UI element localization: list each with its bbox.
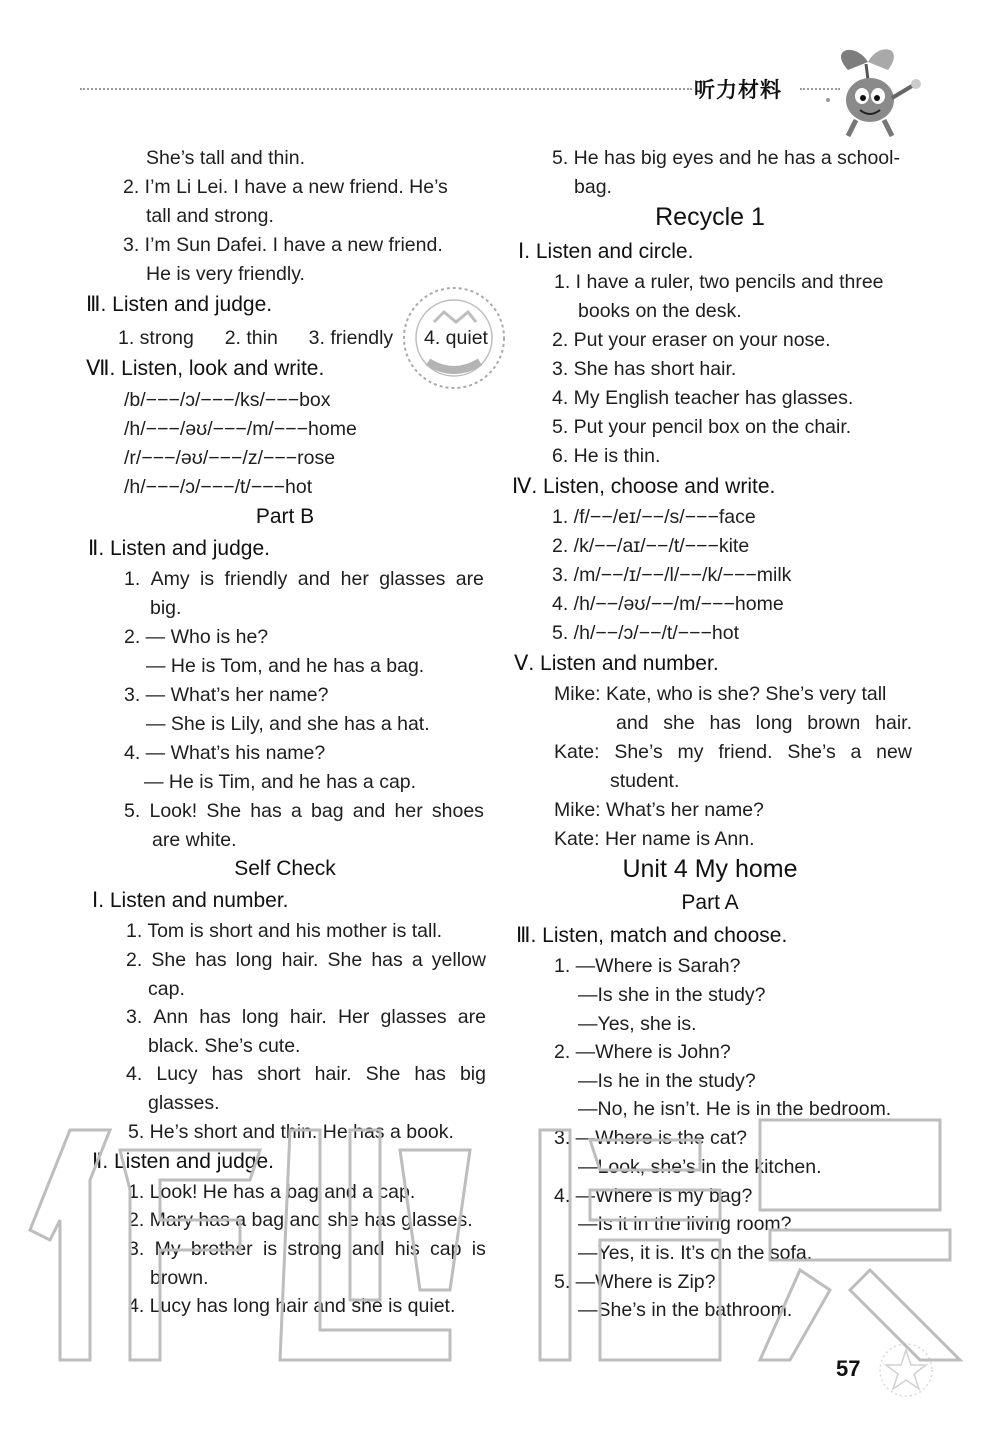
word: has — [199, 1006, 231, 1028]
text-line: 5. —Where is Zip? — [554, 1271, 716, 1293]
word: strong — [287, 1238, 342, 1260]
justified-line — [616, 711, 912, 735]
word: new — [876, 741, 912, 763]
text-line: student. — [610, 770, 680, 792]
text-line: 2. — Who is he? — [124, 626, 269, 648]
text-line: 5. He has big eyes and he has a school- — [552, 147, 900, 169]
text-line: —Look, she’s in the kitchen. — [578, 1156, 822, 1178]
justified-line — [126, 948, 486, 972]
text-line: 2. Mary has a bag and she has glasses. — [128, 1209, 473, 1231]
word: bag — [311, 800, 344, 822]
text-line: 3. — What’s her name? — [124, 684, 329, 706]
section-heading: Ⅶ. Listen, look and write. — [86, 357, 325, 380]
word: has — [211, 1063, 244, 1085]
text-line: 1. Look! He has a bag and a cap. — [128, 1181, 416, 1203]
phonics-line: /r/−−−/əʊ/−−−/z/−−−rose — [124, 447, 336, 469]
text-line: brown. — [150, 1267, 209, 1289]
text-line: Mike: Kate, who is she? She’s very tall — [554, 683, 887, 705]
word: 4. — [126, 1063, 143, 1085]
justified-line — [128, 1237, 486, 1261]
phonics-line: 2. /k/−−/aɪ/−−/t/−−−kite — [552, 535, 750, 557]
text-line: glasses. — [148, 1092, 220, 1114]
word: has — [195, 949, 227, 971]
phonics-line: 3. /m/−−/ɪ/−−/l/−−/k/−−−milk — [552, 564, 792, 586]
star-decoration-icon — [876, 1340, 936, 1400]
part-heading: Self Check — [234, 857, 336, 880]
section-heading: Ⅲ. Listen, match and choose. — [516, 924, 788, 947]
text-line: — He is Tom, and he has a bag. — [146, 655, 425, 677]
word: Kate: — [554, 741, 600, 763]
text-line: 4. — What’s his name? — [124, 742, 326, 764]
word: yellow — [431, 949, 486, 971]
part-heading: Part B — [255, 505, 315, 528]
word: and — [351, 1238, 385, 1260]
text-line: —Is she in the study? — [578, 984, 766, 1006]
section-heading: Ⅲ. Listen and judge. — [86, 293, 273, 316]
header-title: 听力材料 — [694, 79, 782, 102]
phonics-line: 1. /f/−−/eɪ/−−/s/−−−face — [552, 506, 756, 528]
word: glasses — [379, 568, 446, 590]
word: 3. — [126, 1006, 143, 1028]
word: she — [663, 712, 695, 734]
unit-heading: Recycle 1 — [655, 203, 765, 231]
section-heading: Ⅱ. Listen and judge. — [92, 1150, 274, 1173]
section-heading: Ⅰ. Listen and number. — [92, 889, 289, 912]
text-line: —Is it in the living room? — [578, 1213, 792, 1235]
text-line: —She’s in the bathroom. — [578, 1299, 793, 1321]
word: are — [455, 568, 484, 590]
word: short — [257, 1063, 301, 1085]
word: She — [151, 949, 187, 971]
word: My — [154, 1238, 181, 1260]
text-line: He is very friendly. — [146, 263, 305, 285]
word: 2. — [126, 949, 143, 971]
word: long — [241, 1006, 279, 1028]
word: and — [352, 800, 386, 822]
word: 5. — [124, 800, 141, 822]
text-line: 6. He is thin. — [552, 445, 661, 467]
text-line: 2. Put your eraser on your nose. — [552, 329, 831, 351]
text-line: 3. —Where is the cat? — [554, 1127, 747, 1149]
word: is — [471, 1238, 486, 1260]
justified-line — [126, 1005, 486, 1029]
word: She’s — [614, 741, 663, 763]
justified-line — [124, 799, 484, 823]
word: a — [411, 949, 423, 971]
text-line: —Yes, it is. It’s on the sofa. — [578, 1242, 813, 1264]
word: friendly — [224, 568, 288, 590]
phonics-line: 5. /h/−−/ɔ/−−/t/−−−hot — [552, 622, 740, 644]
part-heading: Part A — [681, 891, 739, 914]
word: glasses — [380, 1006, 447, 1028]
word: Her — [337, 1006, 370, 1028]
word: She — [365, 1063, 401, 1085]
word: brother — [190, 1238, 253, 1260]
word: shoes — [431, 800, 484, 822]
text-line: Mike: What’s her name? — [554, 799, 764, 821]
justified-line — [126, 1062, 486, 1086]
word: cap — [430, 1238, 462, 1260]
text-line: are white. — [152, 829, 237, 851]
word: is — [263, 1238, 278, 1260]
text-line: 3. She has short hair. — [552, 358, 737, 380]
word: She — [206, 800, 242, 822]
answer-row — [118, 326, 488, 350]
text-line: — She is Lily, and she has a hat. — [146, 713, 430, 735]
word: are — [457, 1006, 486, 1028]
word: and — [297, 568, 331, 590]
text-line: bag. — [574, 176, 612, 198]
word: my — [677, 741, 704, 763]
word: brown — [807, 712, 861, 734]
answer-item: 1. strong — [118, 327, 194, 349]
text-line: 1. Tom is short and his mother is tall. — [126, 920, 443, 942]
word: Amy — [150, 568, 190, 590]
word: a — [290, 800, 302, 822]
word: long — [755, 712, 793, 734]
word: big — [459, 1063, 486, 1085]
word: and — [616, 712, 649, 734]
word: friend. — [718, 741, 773, 763]
word: 3. — [128, 1238, 145, 1260]
text-line: 4. —Where is my bag? — [554, 1185, 753, 1207]
word: hair. — [875, 712, 912, 734]
text-line: 5. He’s short and thin. He has a book. — [128, 1121, 454, 1143]
text-line: 2. I’m Li Lei. I have a new friend. He’s — [123, 176, 448, 198]
word: Lucy — [156, 1063, 198, 1085]
text-line: 2. —Where is John? — [554, 1041, 731, 1063]
text-line: 3. I’m Sun Dafei. I have a new friend. — [123, 234, 443, 256]
word: 1. — [124, 568, 141, 590]
text-line: cap. — [148, 978, 185, 1000]
word: Ann — [153, 1006, 189, 1028]
word: a — [850, 741, 862, 763]
page-number: 57 — [836, 1356, 861, 1381]
text-line: —Yes, she is. — [578, 1013, 697, 1035]
word: hair. — [289, 1006, 327, 1028]
phonics-line: /h/−−−/ɔ/−−−/t/−−−hot — [124, 476, 313, 498]
word: has — [709, 712, 741, 734]
phonics-line: 4. /h/−−/əʊ/−−/m/−−−home — [552, 593, 784, 615]
word: long — [235, 949, 273, 971]
text-line: 1. —Where is Sarah? — [554, 955, 741, 977]
header-dotted-line — [80, 88, 692, 90]
word: hair. — [281, 949, 319, 971]
word: has — [371, 949, 403, 971]
text-line: big. — [150, 597, 182, 619]
text-line: black. She’s cute. — [148, 1035, 301, 1057]
justified-line — [554, 740, 912, 764]
text-line: books on the desk. — [578, 300, 742, 322]
unit-heading: Unit 4 My home — [622, 855, 798, 883]
word: her — [340, 568, 369, 590]
sprout-mascot-icon — [808, 40, 938, 140]
answer-item: 3. friendly — [308, 327, 394, 349]
word: has — [414, 1063, 446, 1085]
text-line: She’s tall and thin. — [146, 147, 305, 169]
text-line: —No, he isn’t. He is in the bedroom. — [578, 1098, 892, 1120]
text-line: — He is Tim, and he has a cap. — [144, 771, 417, 793]
justified-line — [124, 567, 484, 591]
word: Look! — [149, 800, 198, 822]
word: his — [394, 1238, 420, 1260]
word: hair. — [314, 1063, 352, 1085]
word: She — [327, 949, 363, 971]
word: She’s — [787, 741, 836, 763]
text-line: Kate: Her name is Ann. — [554, 828, 755, 850]
answer-item: 4. quiet — [424, 327, 488, 349]
text-line: 1. I have a ruler, two pencils and three — [554, 271, 884, 293]
word: has — [250, 800, 282, 822]
answer-item: 2. thin — [224, 327, 278, 349]
text-line: 4. My English teacher has glasses. — [552, 387, 854, 409]
text-line: tall and strong. — [146, 205, 274, 227]
word: is — [200, 568, 215, 590]
text-line: —Is he in the study? — [578, 1070, 756, 1092]
section-heading: Ⅰ. Listen and circle. — [518, 240, 694, 263]
section-heading: Ⅴ. Listen and number. — [514, 652, 719, 675]
section-heading: Ⅳ. Listen, choose and write. — [512, 475, 776, 498]
phonics-line: /h/−−−/əʊ/−−−/m/−−−home — [124, 418, 357, 440]
word: her — [394, 800, 423, 822]
phonics-line: /b/−−−/ɔ/−−−/ks/−−−box — [124, 389, 331, 411]
text-line: 4. Lucy has long hair and she is quiet. — [128, 1295, 456, 1317]
section-heading: Ⅱ. Listen and judge. — [88, 537, 270, 560]
text-line: 5. Put your pencil box on the chair. — [552, 416, 852, 438]
